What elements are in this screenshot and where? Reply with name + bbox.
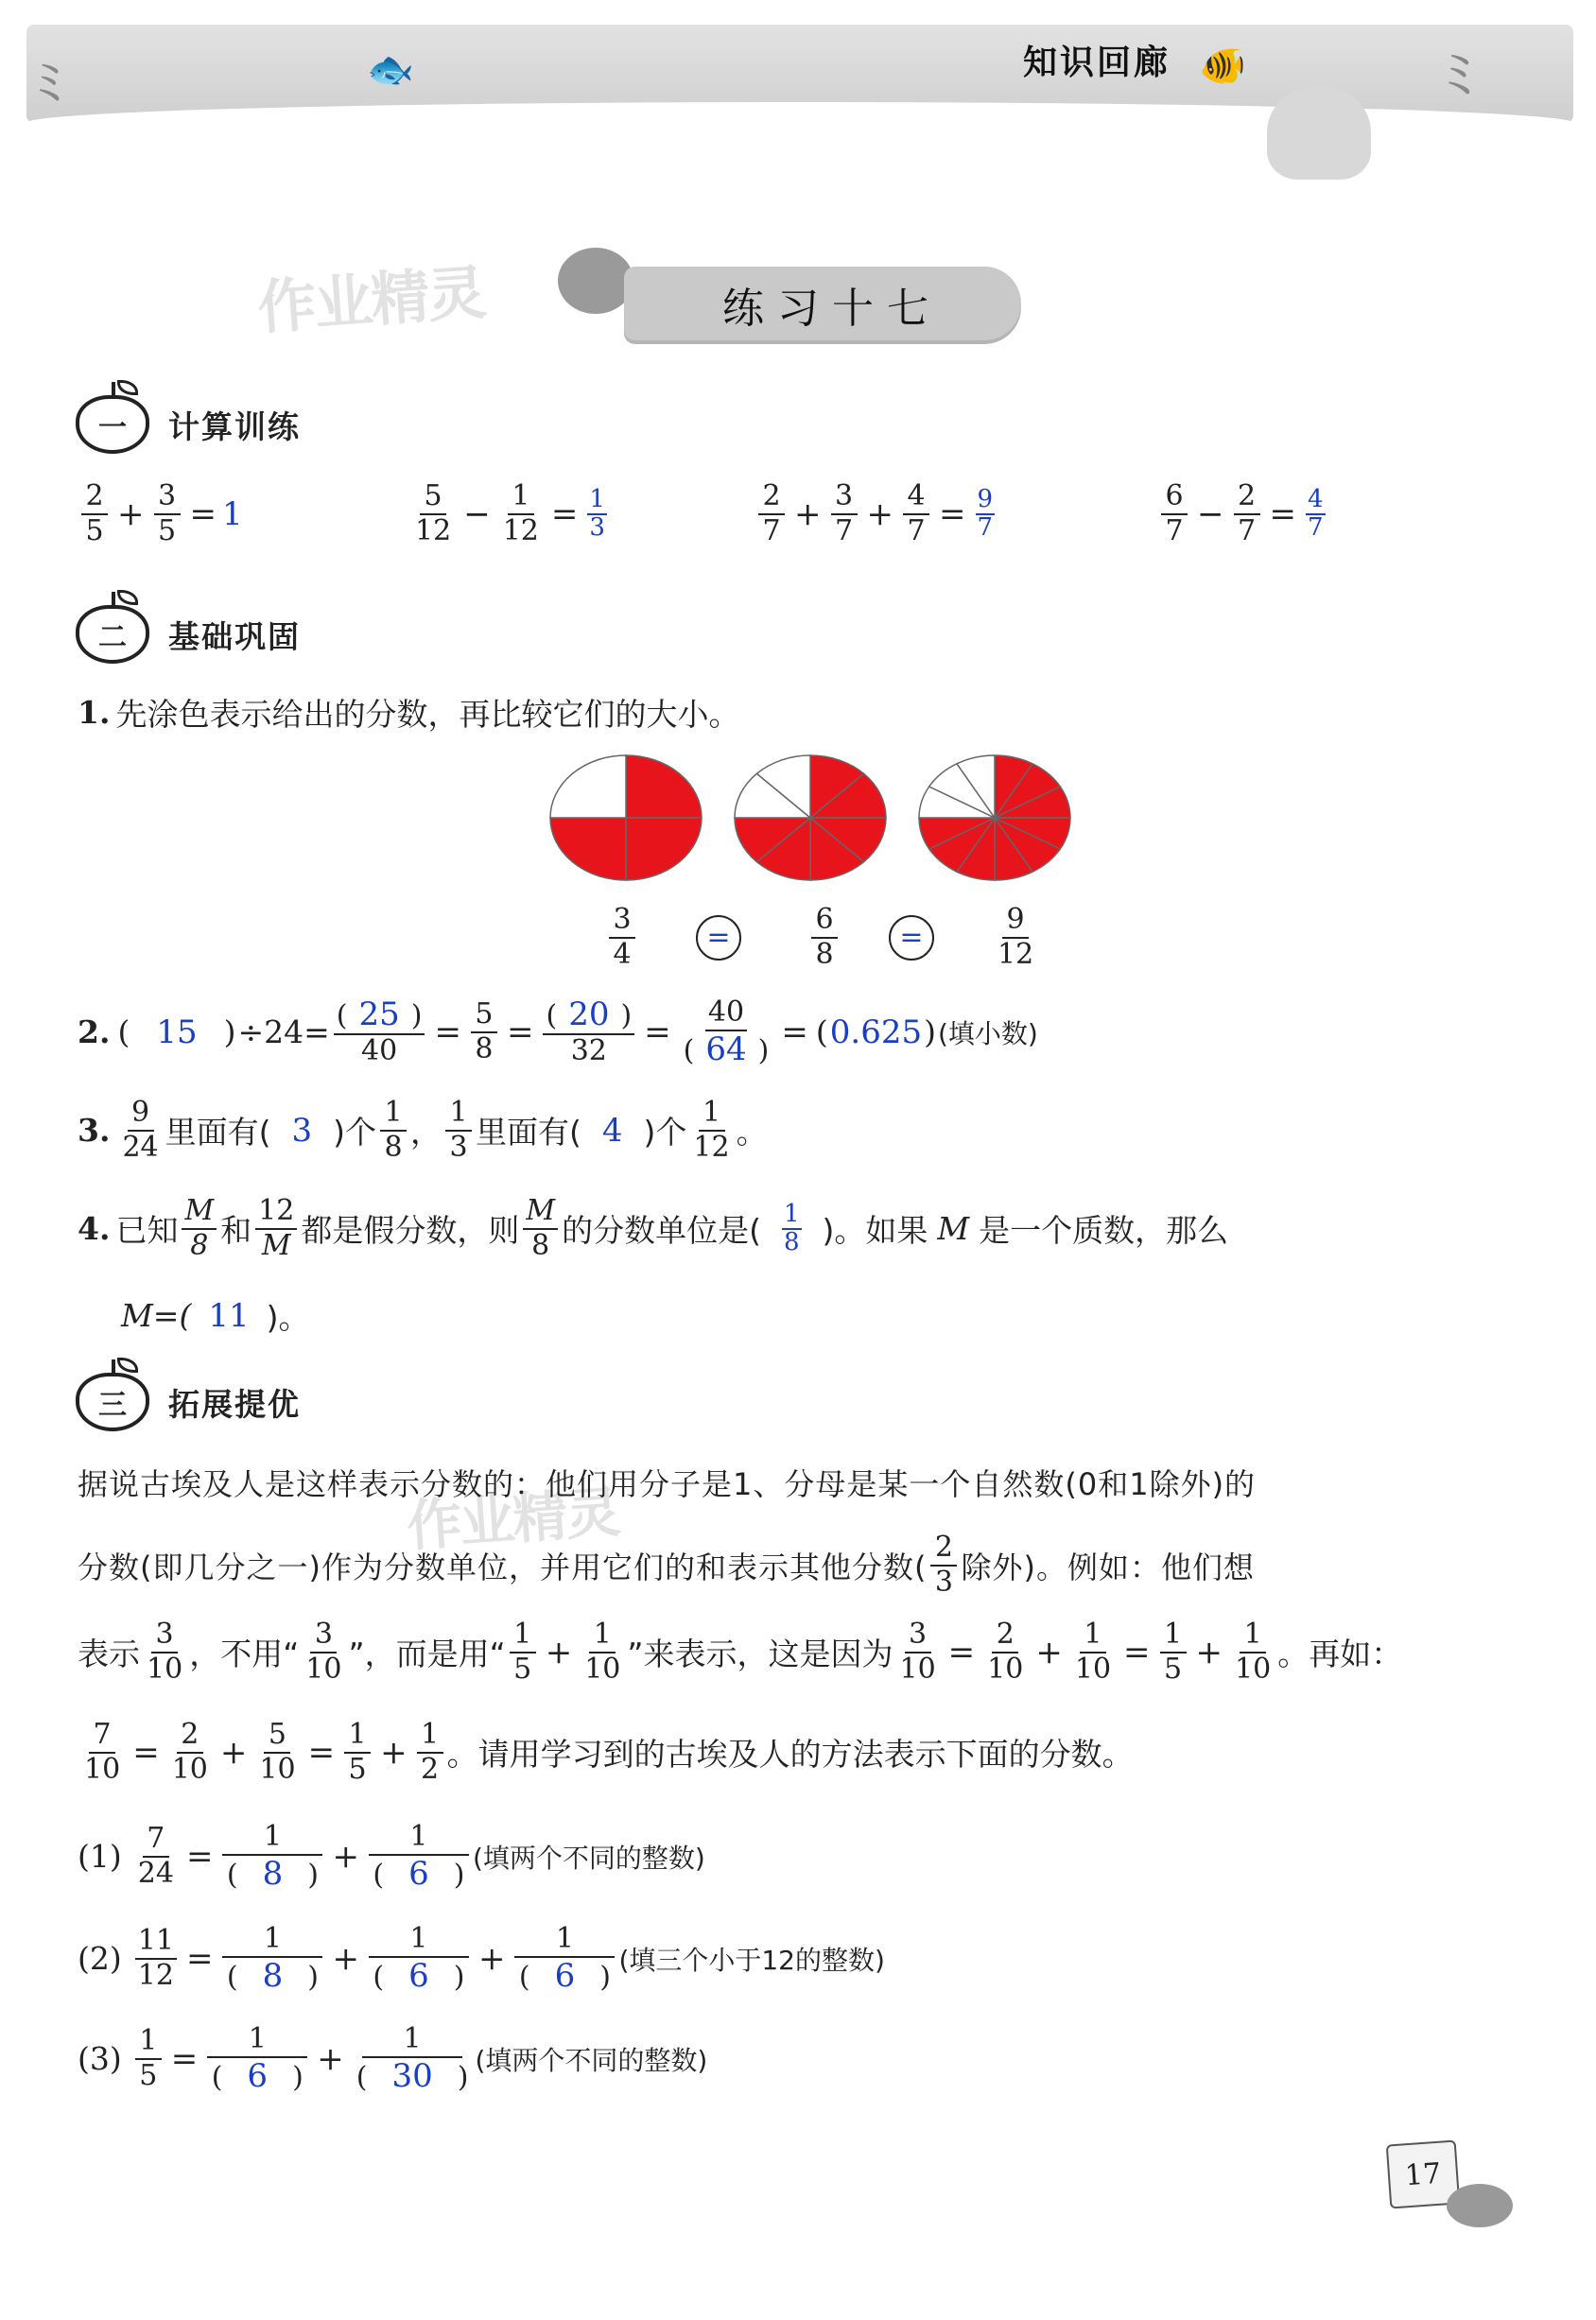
compare-row: $\frac{3}{4}$ = $\frac{6}{8}$ = $\frac{9}{12}$ (605, 904, 1040, 971)
ext-item-1: (1) $\frac{7}{24}$ = $\frac{1}{( 8 )}$ + $\frac{1}{( 6 )}$ (填两个不同的整数) (78, 1820, 705, 1893)
ext-item-2: (2) $\frac{11}{12}$ = $\frac{1}{( 8 )}$ + $\frac{1}{( 6 )}$ + $\frac{1}{( 6 )}$ (填三个小于12的整数) (78, 1922, 885, 1995)
question-4-line-2: M=( 11 )。 (121, 1296, 310, 1336)
section-title: 基础巩固 (168, 617, 301, 655)
answer: 1 (222, 494, 243, 533)
section-heading (76, 601, 301, 667)
pie-slice (550, 755, 626, 818)
calc-item-2: $\frac{5}{12}$ − $\frac{1}{12}$ = $\frac{1}{3}$ (415, 479, 605, 547)
apple-badge-icon: 一 (76, 395, 149, 454)
clownfish-icon: 🐠 (1199, 44, 1246, 88)
question-1: 1. 先涂色表示给出的分数，再比较它们的大小。 (78, 694, 740, 733)
coral-icon: ﾐ (1445, 43, 1473, 109)
watermark: 作业精灵 (405, 1480, 621, 1559)
apple-badge-icon: 三 (76, 1373, 149, 1431)
question-4: 4. 已知 $\frac{M}{8}$ 和 $\frac{12}{M}$ 都是假分数，则 $\frac{M}{8}$ 的分数单位是( 1 8 )。如果 M 是一个质数，那么 (78, 1194, 1229, 1262)
header-title: 知识回廊 (1022, 43, 1171, 82)
fish-icon: 🐟 (367, 48, 414, 92)
pie-figure (529, 737, 1087, 898)
calc-item-3: $\frac{2}{7}$ + $\frac{3}{7}$ + $\frac{4}{7}$ = $\frac{9}{7}$ (755, 480, 998, 547)
ext-item-3: (3) $\frac{1}{5}$ = $\frac{1}{( 6 )}$ + $\frac{1}{( 30 )}$ (填两个不同的整数) (78, 2022, 708, 2095)
pie-chart-2 (735, 755, 886, 880)
pie-slice (626, 755, 702, 818)
answer: 1 8 (783, 1200, 800, 1256)
jellyfish-icon (1267, 85, 1371, 180)
answer: $\frac{4}{7}$ (1308, 485, 1324, 542)
chapter-title: 练习十七 (722, 285, 942, 333)
crab-icon (1447, 2184, 1513, 2227)
question-2: 2. ( 15 ) ÷24= $\frac{( 25 )}{40}$ = $\frac{5}{8}$ = $\frac{( 20 )}{32}$ = $\frac{40}{( 64 )}$ = ( 0.625 ) (填小数) (78, 996, 1038, 1068)
compare-circle: = (889, 915, 934, 961)
ext-paragraph-3: 表示 $\frac{3}{10}$ ，不用“ $\frac{3}{10}$ ”，而是用“ $\frac{1}{5}$ + $\frac{1}{10}$ ”来表示，这是因为 $\frac{3}{10}$ = $\frac{2}{10}$ + $\frac{1}{10}$ = $\frac{1}{5}$ + $\frac{1}{10}$ 。再如： (78, 1618, 1403, 1686)
seaweed-icon: ﾐ (36, 53, 62, 114)
pie-chart-3 (919, 755, 1070, 880)
apple-badge-icon: 二 (76, 605, 149, 664)
section-heading (76, 1369, 301, 1435)
answer: $\frac{9}{7}$ (977, 485, 994, 542)
page-number: 17 (1386, 2140, 1461, 2209)
compare-circle: = (696, 915, 741, 961)
pie-slice (626, 818, 702, 880)
ext-paragraph-2: 分数(即几分之一)作为分数单位，并用它们的和表示其他分数( $\frac{2}{3}$ 除外)。例如：他们想 (78, 1531, 1255, 1599)
watermark: 作业精灵 (255, 257, 487, 343)
answer: $\frac{1}{3}$ (589, 485, 605, 542)
section-title: 计算训练 (168, 407, 301, 445)
section-heading (76, 391, 301, 458)
calc-item-4: $\frac{6}{7}$ − $\frac{2}{7}$ = $\frac{4}{7}$ (1157, 480, 1329, 547)
hermit-crab-icon (558, 248, 633, 314)
pie-chart-1 (550, 755, 702, 880)
calc-item-1: $\frac{2}{5}$ + $\frac{3}{5}$ = 1 (78, 480, 243, 547)
question-3: 3. $\frac{9}{24}$ 里面有( 3 )个 $\frac{1}{8}$ ， $\frac{1}{3}$ 里面有( 4 )个 $\frac{1}{12}$ 。 (78, 1096, 768, 1164)
section-title: 拓展提优 (168, 1385, 301, 1423)
pie-slice (550, 818, 626, 880)
ext-paragraph-1: 据说古埃及人是这样表示分数的：他们用分子是1、分母是某一个自然数(0和1除外)的 (78, 1466, 1257, 1502)
ext-paragraph-4: $\frac{7}{10}$ = $\frac{2}{10}$ + $\frac{5}{10}$ = $\frac{1}{5}$ + $\frac{1}{2}$ 。请用学习到的古埃及人的方法表示下面的分数。 (84, 1718, 1134, 1786)
